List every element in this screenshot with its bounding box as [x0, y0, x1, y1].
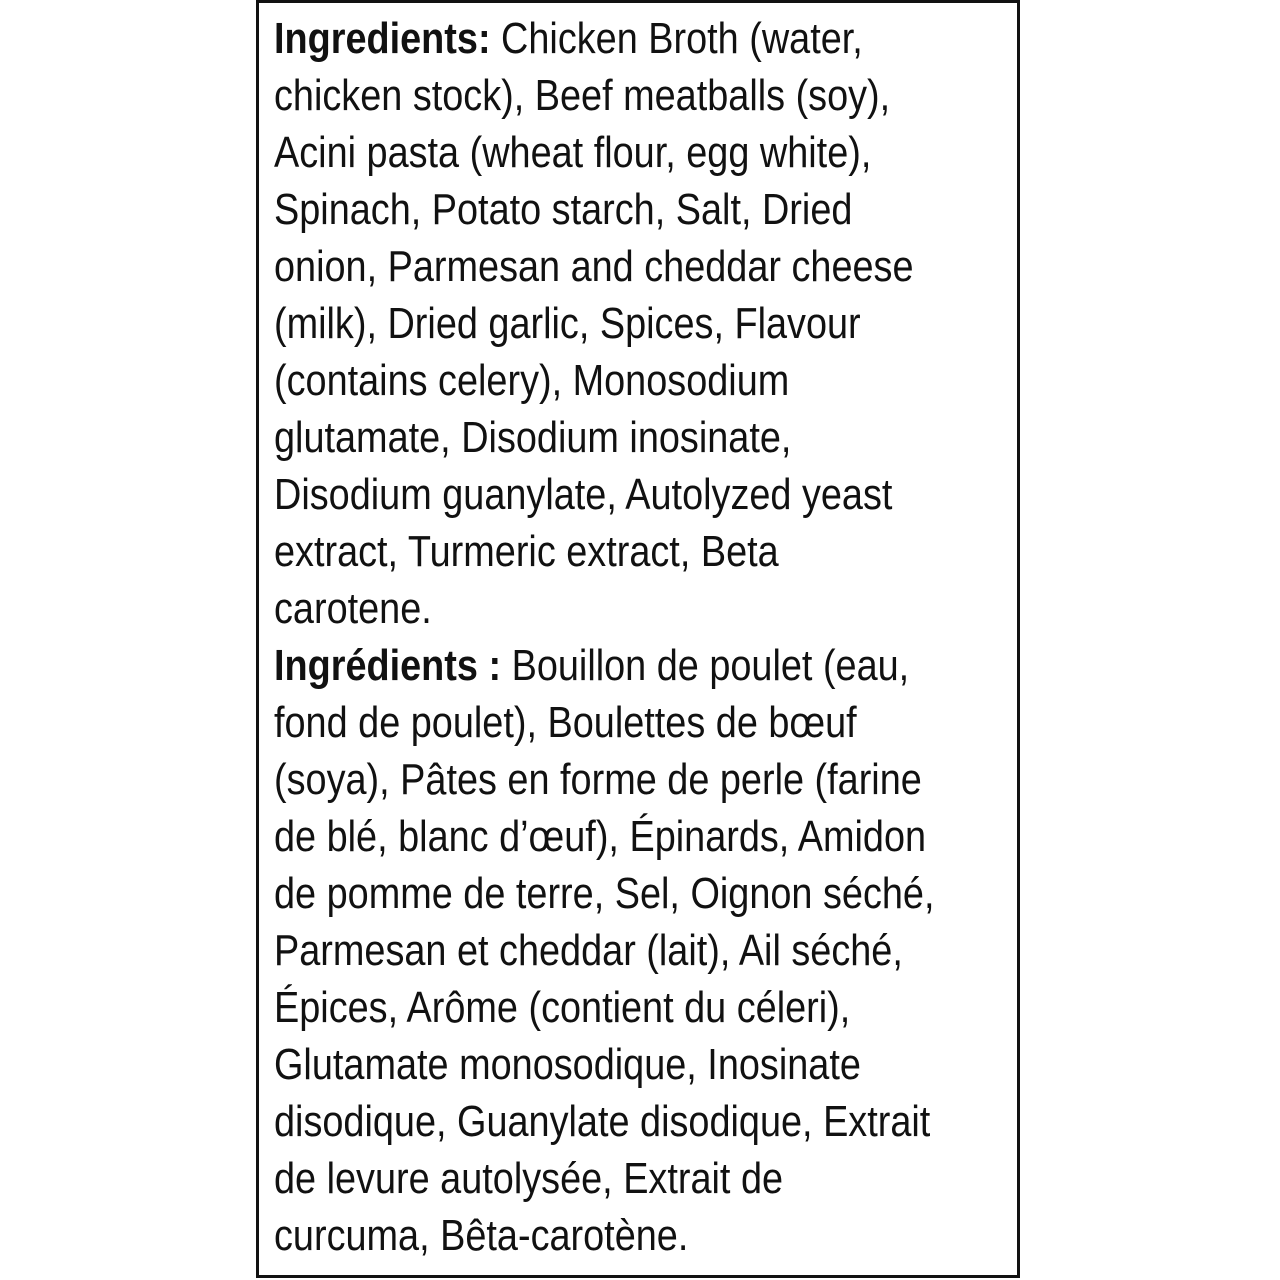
english-ingredients-line: chicken stock), Beef meatballs (soy), [274, 71, 891, 120]
french-ingredients-line: de levure autolysée, Extrait de [274, 1154, 784, 1203]
english-ingredients-line: carotene. [274, 584, 432, 633]
french-ingredients-line: de pomme de terre, Sel, Oignon séché, [274, 869, 935, 918]
english-ingredients-line: Chicken Broth (water, [490, 14, 863, 63]
french-ingredients-line: disodique, Guanylate disodique, Extrait [274, 1097, 931, 1146]
english-ingredients-line: glutamate, Disodium inosinate, [274, 413, 792, 462]
french-ingredients-first-line [274, 637, 910, 694]
ingredients-label-panel [256, 0, 1020, 1278]
english-ingredients-line: (milk), Dried garlic, Spices, Flavour [274, 299, 861, 348]
french-ingredients-line: Épices, Arôme (contient du céleri), [274, 983, 851, 1032]
french-ingredients-line: curcuma, Bêta-carotène. [274, 1211, 689, 1260]
english-ingredients-heading: Ingredients: [274, 14, 491, 63]
english-ingredients-line: Disodium guanylate, Autolyzed yeast [274, 470, 893, 519]
french-ingredients-line: de blé, blanc d’œuf), Épinards, Amidon [274, 812, 927, 861]
english-ingredients-line: (contains celery), Monosodium [274, 356, 790, 405]
french-ingredients-line: (soya), Pâtes en forme de perle (farine [274, 755, 922, 804]
ingredients-text [274, 10, 935, 1264]
english-ingredients-line: Spinach, Potato starch, Salt, Dried [274, 185, 853, 234]
english-ingredients-first-line [274, 10, 910, 67]
english-ingredients-line: extract, Turmeric extract, Beta [274, 527, 779, 576]
french-ingredients-heading: Ingrédients : [274, 641, 502, 690]
french-ingredients-line: Bouillon de poulet (eau, [501, 641, 910, 690]
french-ingredients-line: Parmesan et cheddar (lait), Ail séché, [274, 926, 903, 975]
french-ingredients-line: Glutamate monosodique, Inosinate [274, 1040, 861, 1089]
french-ingredients-line: fond de poulet), Boulettes de bœuf [274, 698, 857, 747]
english-ingredients-line: Acini pasta (wheat flour, egg white), [274, 128, 872, 177]
english-ingredients-line: onion, Parmesan and cheddar cheese [274, 242, 914, 291]
